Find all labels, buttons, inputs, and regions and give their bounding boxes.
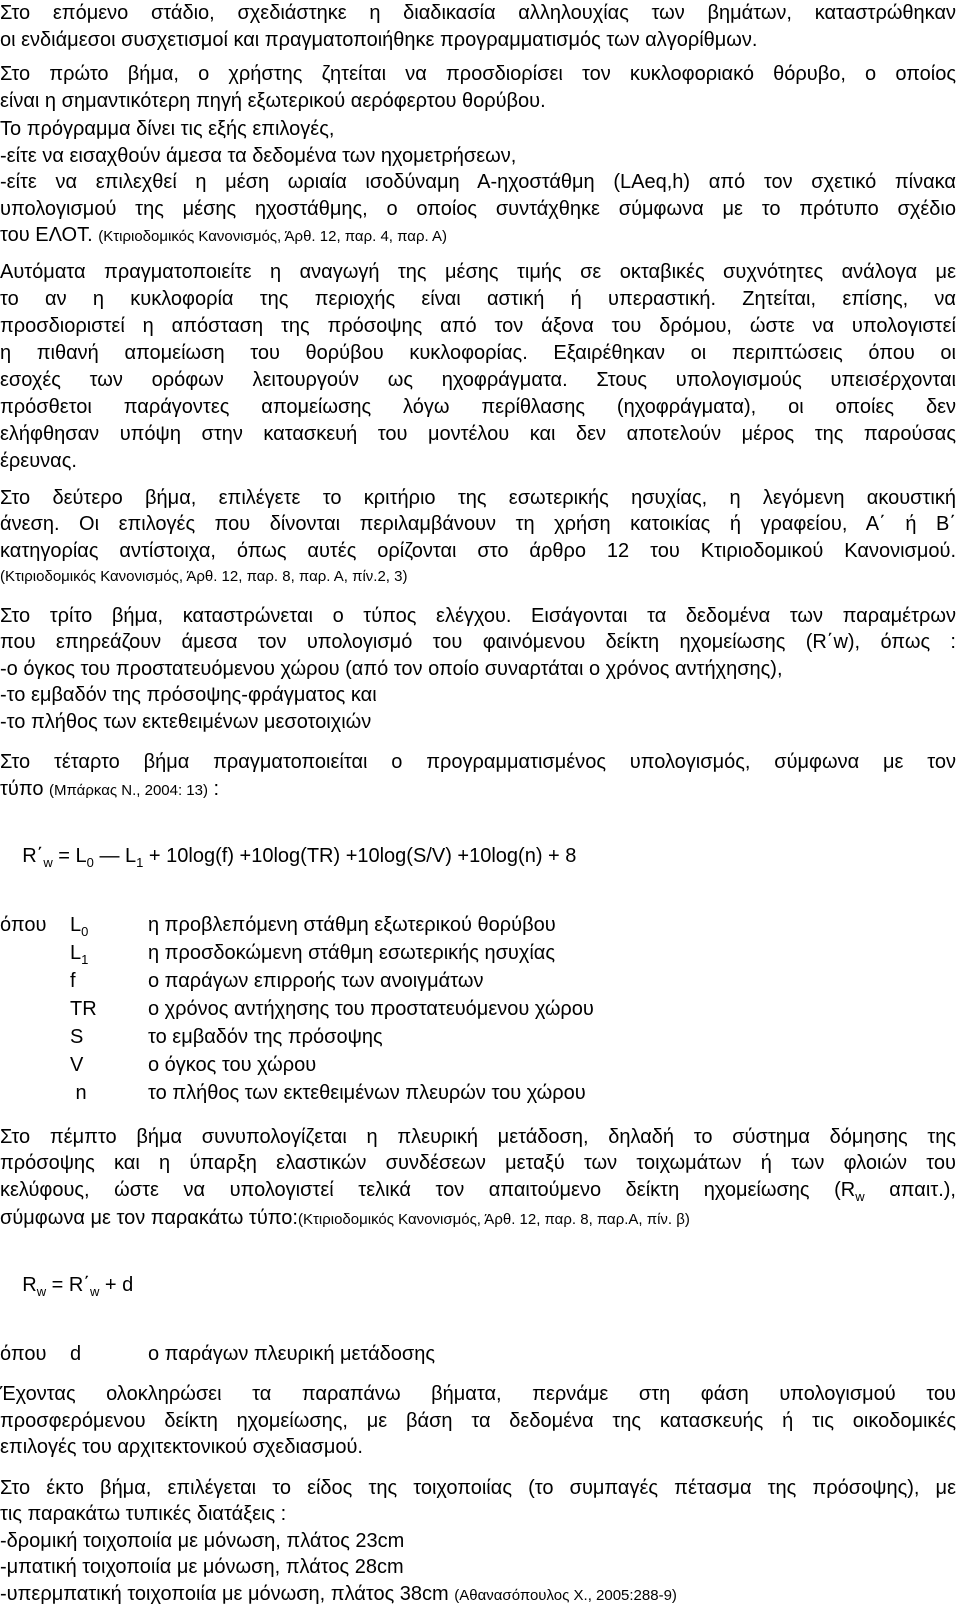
definition-text: το εμβαδόν της πρόσοψης [148,1024,594,1052]
reference-citation: (Κτιριοδομικός Κανονισμός, Άρθ. 12, παρ. 4, παρ. Α) [98,228,447,245]
text-line: πρόσοψης και η ύπαρξη ελαστικών συνδέσεων μεταξύ των τοιχωμάτων ή των φλοιών του [0,1150,956,1177]
definition-row [0,1341,435,1367]
text-line: προσφερόμενου δείκτη ηχομείωσης, με βάση τα δεδομένα της κατασκευής ή τις οικοδομικές [0,1408,956,1435]
text-line: έρευνας. [0,448,956,475]
text-line: επιλογές του αρχιτεκτονικού σχεδιασμού. [0,1434,956,1461]
paragraph-step-5 [0,1124,956,1234]
reference-citation: (Αθανασόπουλος Χ., 2005:288-9) [454,1587,677,1604]
paragraph-step-6 [0,1475,956,1609]
text-line: Στο πρώτο βήμα, ο χρήστης ζητείται να προσδιορίσει τον κυκλοφοριακό θόρυβο, ο οποίος [0,61,956,88]
text-line: Το πρόγραμμα δίνει τις εξής επιλογές, [0,116,956,143]
formula-subscript: 0 [87,855,94,870]
text-line: Στο τρίτο βήμα, καταστρώνεται ο τύπος ελέγχου. Εισάγονται τα δεδομένα των παραμέτρων [0,603,956,630]
formula-term: — L [94,845,136,867]
definition-row [0,912,594,940]
paragraph-options [0,116,956,251]
paragraph-intro [0,0,956,53]
formula-sound-reduction [0,816,956,898]
text-line: εσοχές των ορόφων λειτουργούν ως ηχοφράγματα. Στους υπολογισμούς υπεισέρχονται [0,367,956,394]
text-line: -το εμβαδόν της πρόσοψης-φράγματος και [0,682,956,709]
paragraph-reduction [0,259,956,475]
text-line: Στο πέμπτο βήμα συνυπολογίζεται η πλευρική μετάδοση, δηλαδή το σύστημα δόμησης της [0,1124,956,1151]
reference-citation: (Μπάρκας Ν., 2004: 13) [49,782,208,799]
formula-subscript: 1 [136,855,143,870]
definition-symbol: n [70,1082,87,1104]
text-line: -είτε να επιλεχθεί η μέση ωριαία ισοδύναμη Α-ηχοστάθμη (LAeq,h) από τον σχετικό πίνακα [0,169,956,196]
text-line: απαιτ.), [865,1179,956,1201]
text-line: τύπο [0,778,49,800]
text-line: τις παρακάτω τυπικές διατάξεις : [0,1501,956,1528]
definition-lead [0,968,70,996]
text-line: Έχοντας ολοκληρώσει τα παραπάνω βήματα, περνάμε στη φάση υπολογισμού του [0,1381,956,1408]
text-line: οι ενδιάμεσοι συσχετισμοί και πραγματοποιήθηκε προγραμματισμός των αλγορίθμων. [0,29,757,51]
formula-term: + d [99,1274,133,1296]
list-item: -δρομική τοιχοποιία με μόνωση, πλάτος 23cm [0,1528,956,1555]
definition-symbol: V [70,1054,83,1076]
definitions-table-d [0,1341,435,1367]
formula-subscript: w [37,1284,46,1299]
definition-lead [0,1080,70,1108]
list-item: -μπατική τοιχοποιία με μόνωση, πλάτος 28cm [0,1554,956,1581]
formula-subscript: w [855,1189,864,1204]
definition-lead [0,996,70,1024]
definition-text: ο χρόνος αντήχησης του προστατευόμενου χώρου [148,996,594,1024]
formula-term: = L [53,845,87,867]
text-line: άνεση. Οι επιλογές που δίνονται περιλαμβάνουν τη χρήση κατοικίας ή γραφείου, Α΄ ή Β΄ [0,511,956,538]
text-line: υπολογισμού της μέσης ηχοστάθμης, ο οποίος συντάχθηκε σύμφωνα με το πρότυπο σχέδιο [0,196,956,223]
reference-citation: (Κτιριοδομικός Κανονισμός, Άρθ. 12, παρ. 8, παρ. Α, πίν.2, 3) [0,564,956,591]
text-line: είναι η σημαντικότερη πηγή εξωτερικού αερόφερτου θορύβου. [0,90,546,112]
definition-symbol: f [70,970,76,992]
formula-required-index [0,1246,956,1328]
text-line: Στο επόμενο στάδιο, σχεδιάστηκε η διαδικασία αλληλουχίας των βημάτων, καταστρώθηκαν [0,0,956,27]
text-line: που επηρεάζουν άμεσα τον υπολογισμό του φαινόμενου δείκτη ηχομείωσης (R΄w), όπως : [0,629,956,656]
definition-row [0,1052,594,1080]
text-line: κατηγορίας αντίστοιχα, όπως αυτές ορίζονται στο άρθρο 12 του Κτιριοδομικού Κανονισμού. [0,538,956,565]
definition-lead: όπου [0,1341,70,1367]
definition-text: η προβλεπόμενη στάθμη εξωτερικού θορύβου [148,912,594,940]
definition-symbol: S [70,1026,83,1048]
paragraph-calculation [0,1381,956,1461]
paragraph-step-2 [0,485,956,591]
text-line: Στο τέταρτο βήμα πραγματοποιείται ο προγραμματισμένος υπολογισμός, σύμφωνα με τον [0,749,956,776]
definition-symbol: L [70,914,81,936]
text-line: Στο δεύτερο βήμα, επιλέγετε το κριτήριο της εσωτερικής ησυχίας, η λεγόμενη ακουστική [0,485,956,512]
formula-subscript: w [90,1284,99,1299]
definition-subscript: 0 [81,924,88,939]
definition-text: ο παράγων επιρροής των ανοιγμάτων [148,968,594,996]
definition-text: η προσδοκώμενη στάθμη εσωτερικής ησυχίας [148,940,594,968]
definition-lead [0,1024,70,1052]
text-line: -είτε να εισαχθούν άμεσα τα δεδομένα των ηχομετρήσεων, [0,143,956,170]
text-line: ελήφθησαν υπόψη στην κατασκευή του μοντέλου και δεν αποτελούν μέρος της παρούσας [0,421,956,448]
definition-symbol: d [70,1341,148,1367]
definition-row [0,968,594,996]
text-line: Στο έκτο βήμα, επιλέγεται το είδος της τοιχοποιίας (το συμπαγές πέτασμα της πρόσοψης), με [0,1475,956,1502]
paragraph-step-3 [0,603,956,736]
reference-citation: (Κτιριοδομικός Κανονισμός, Άρθ. 12, παρ. 8, παρ.Α, πίν. β) [298,1211,690,1228]
definition-symbol: TR [70,998,97,1020]
text-line: πρόσθετοι παράγοντες απομείωσης λόγω περίθλασης (ηχοφράγματα), οι οποίες δεν [0,394,956,421]
text-line: κελύφους, ώστε να υπολογιστεί τελικά τον απαιτούμενο δείκτη ηχομείωσης (R [0,1179,855,1201]
definition-lead [0,940,70,968]
formula-subscript: w [43,855,52,870]
paragraph-step-1 [0,61,956,114]
definition-subscript: 1 [81,952,88,967]
text-line: η πιθανή απομείωση του θορύβου κυκλοφορίας. Εξαιρέθηκαν οι περιπτώσεις όπου οι [0,340,956,367]
formula-term: R΄ [22,845,43,867]
text-line: Αυτόματα πραγματοποιείτε η αναγωγή της μέσης τιμής σε οκταβικές συχνότητες ανάλογα με [0,259,956,286]
definition-row [0,940,594,968]
definition-lead: όπου [0,912,70,940]
definition-text: το πλήθος των εκτεθειμένων πλευρών του χώρου [148,1080,594,1108]
text-line: το αν η κυκλοφορία της περιοχής είναι αστική ή υπεραστική. Ζητείται, επίσης, να [0,286,956,313]
text-line: του ΕΛΟΤ. [0,224,98,246]
text-line: -ο όγκος του προστατευόμενου χώρου (από τον οποίο συναρτάται ο χρόνος αντήχησης), [0,656,956,683]
list-item: -υπερμπατική τοιχοποιία με μόνωση, πλάτος 38cm [0,1583,454,1605]
formula-term: R [22,1274,36,1296]
paragraph-step-4 [0,749,956,804]
definition-lead [0,1052,70,1080]
definition-text: ο όγκος του χώρου [148,1052,594,1080]
formula-term: + 10log(f) +10log(TR) +10log(S/V) +10log(n) + 8 [143,845,576,867]
text-line: : [208,778,219,800]
definitions-table [0,912,594,1108]
definition-row [0,1024,594,1052]
definition-row [0,1080,594,1108]
definition-row [0,996,594,1024]
text-line: -το πλήθος των εκτεθειμένων μεσοτοιχιών [0,709,956,736]
definition-symbol: L [70,942,81,964]
definition-text: ο παράγων πλευρική μετάδοσης [148,1341,435,1367]
text-line: προσδιοριστεί η απόσταση της πρόσοψης από τον άξονα του δρόμου, ώστε να υπολογιστεί [0,313,956,340]
formula-term: = R΄ [46,1274,90,1296]
text-line: σύμφωνα με τον παρακάτω τύπο: [0,1207,298,1229]
